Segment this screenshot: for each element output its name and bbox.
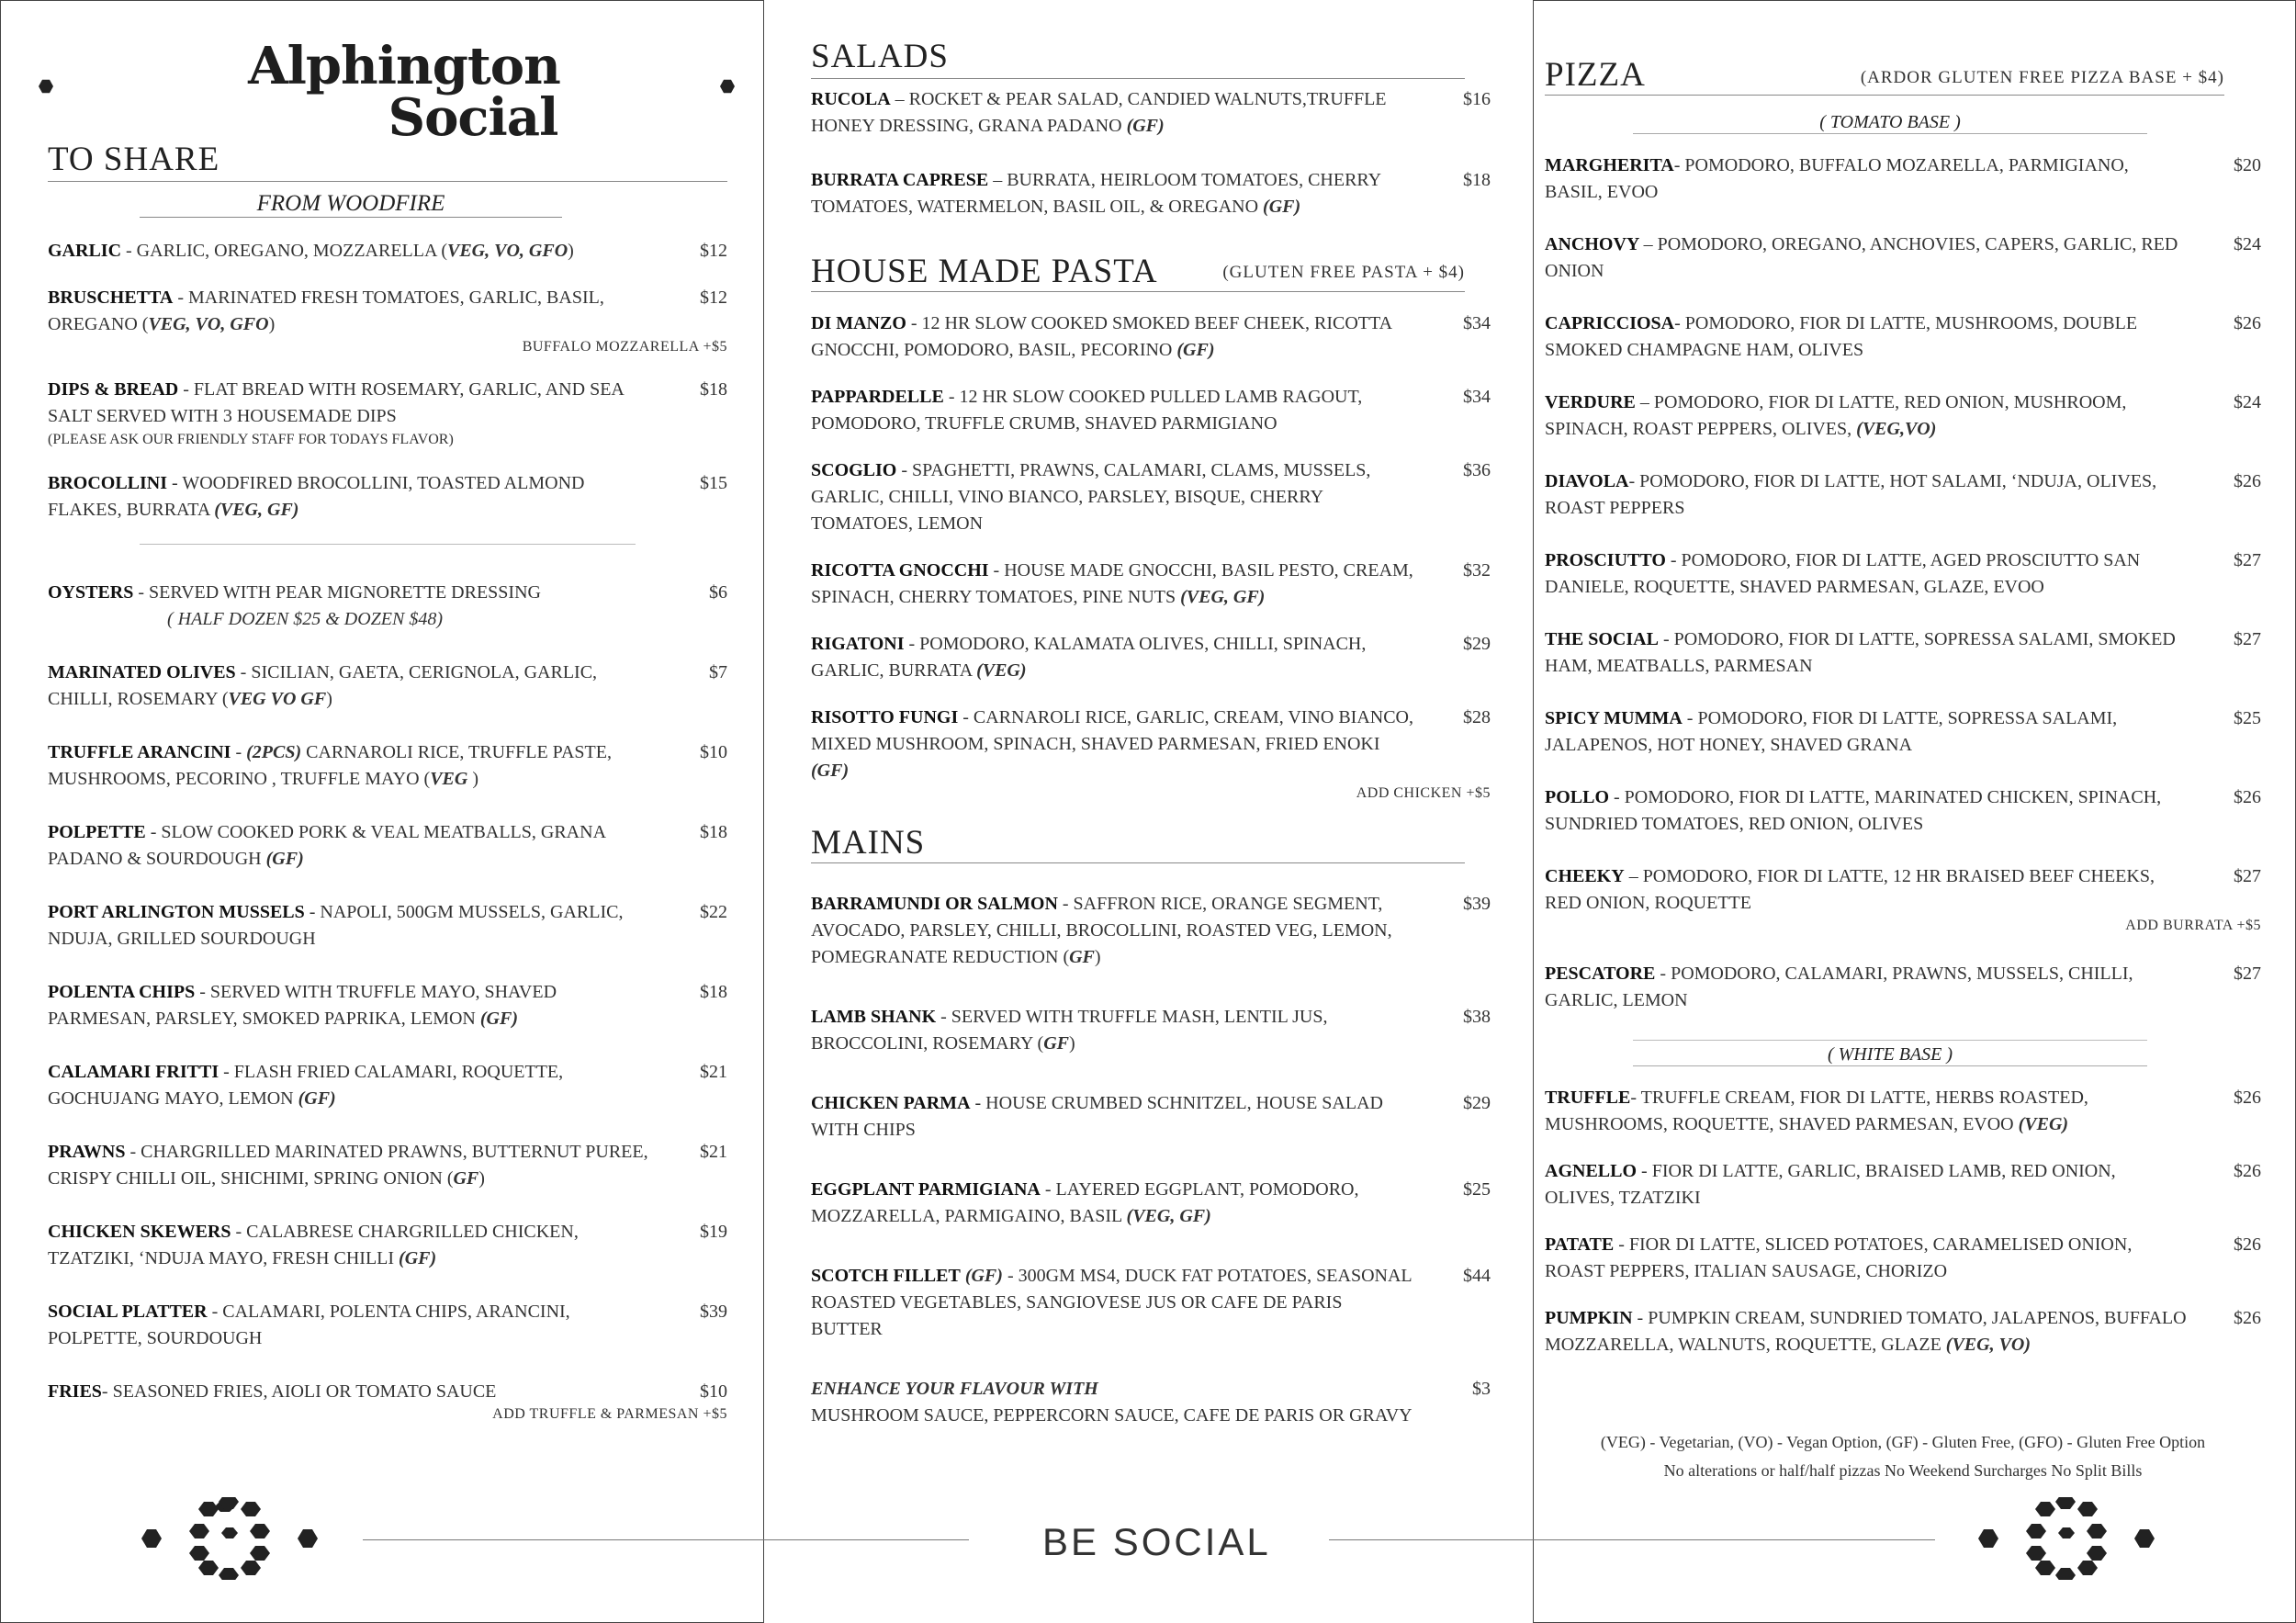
menu-item-price: $10 <box>700 1381 727 1402</box>
menu-item <box>1545 863 2261 935</box>
menu-item <box>48 377 727 450</box>
menu-item-tag: GF <box>1069 947 1095 967</box>
menu-item <box>811 457 1491 537</box>
menu-item-desc: - SPAGHETTI, PRAWNS, CALAMARI, CLAMS, MUSSELS, GARLIC, CHILLI, VINO BIANCO, PARSLEY, BISQUE, CHERRY TOMATOES, LEMON <box>811 460 1371 534</box>
menu-item-desc: ) <box>467 769 478 789</box>
section-divider <box>811 862 1465 863</box>
brand-line-2: Social <box>388 87 558 148</box>
menu-item <box>811 891 1491 971</box>
salads-list <box>811 86 1491 220</box>
menu-item-name: SCOGLIO <box>811 460 897 480</box>
brand-line-1: Alphington <box>248 36 560 96</box>
menu-item-price: $7 <box>709 662 727 682</box>
menu-item-desc: - WOODFIRED BROCOLLINI, TOASTED ALMOND FLAKES, BURRATA <box>48 473 585 520</box>
menu-item <box>811 1263 1491 1343</box>
menu-item <box>1545 961 2261 1014</box>
menu-item-desc: - POMODORO, CALAMARI, PRAWNS, MUSSELS, CHILLI, GARLIC, LEMON <box>1545 964 2133 1010</box>
menu-item <box>1545 310 2261 364</box>
menu-item-desc: - CALABRESE CHARGRILLED CHICKEN, TZATZIKI, ‘NDUJA MAYO, FRESH CHILLI <box>48 1222 579 1268</box>
menu-item-name: CALAMARI FRITTI <box>48 1062 219 1082</box>
menu-item-tag: (GF) <box>960 1266 1003 1286</box>
menu-item-price: $29 <box>1463 634 1491 654</box>
menu-item-name: RICOTTA GNOCCHI <box>811 560 989 580</box>
salads-heading: SALADS <box>811 38 949 75</box>
be-social-tagline: BE SOCIAL <box>1042 1520 1271 1563</box>
legend-line-2: No alterations or half/half pizzas No Weekend Surcharges No Split Bills <box>1663 1461 2143 1480</box>
menu-item-desc: - 12 HR SLOW COOKED SMOKED BEEF CHEEK, RICOTTA GNOCCHI, POMODORO, BASIL, PECORINO <box>811 313 1391 360</box>
menu-item-tag: (VEG, GF) <box>214 500 299 520</box>
menu-item-note: (PLEASE ASK OUR FRIENDLY STAFF FOR TODAYS FLAVOR) <box>48 432 454 447</box>
menu-item-desc: - HOUSE CRUMBED SCHNITZEL, HOUSE SALAD WITH CHIPS <box>811 1093 1383 1140</box>
woodfire-subheading: FROM WOODFIRE <box>140 191 562 218</box>
menu-item-addon: ADD CHICKEN +$5 <box>1356 785 1491 801</box>
menu-item <box>811 86 1491 140</box>
menu-item-desc: – ROCKET & PEAR SALAD, CANDIED WALNUTS,TRUFFLE HONEY DRESSING, GRANA PADANO <box>811 89 1387 136</box>
menu-item-desc: ) <box>1068 1033 1075 1054</box>
menu-item-desc: ) <box>1094 947 1101 967</box>
menu-item-name: DI MANZO <box>811 313 906 333</box>
pizza-gf-note: (ARDOR GLUTEN FREE PIZZA BASE + $4) <box>1860 68 2224 87</box>
menu-item-desc: - SAFFRON RICE, ORANGE SEGMENT, AVOCADO, PARSLEY, CHILLI, BROCOLLINI, ROASTED VEG, LEMON, POMEGRANATE REDUCTION ( <box>811 894 1392 967</box>
menu-item-price: $10 <box>700 742 727 762</box>
menu-item-addon: BUFFALO MOZZARELLA +$5 <box>522 339 727 355</box>
menu-item-name: AGNELLO <box>1545 1161 1638 1181</box>
menu-item-tag: VEG VO GF <box>228 689 327 709</box>
menu-item-name: LAMB SHANK <box>811 1007 937 1027</box>
hex-cluster-ornament-icon <box>1965 1497 2167 1580</box>
section-divider <box>1633 1040 2147 1041</box>
menu-item-desc: CARNAROLI RICE, TRUFFLE PASTE, MUSHROOMS, PECORINO , TRUFFLE MAYO ( <box>48 742 612 789</box>
menu-item-price: $32 <box>1463 560 1491 580</box>
menu-item-price: $27 <box>2234 866 2261 886</box>
menu-item-desc: - FIOR DI LATTE, GARLIC, BRAISED LAMB, RED ONION, OLIVES, TZATZIKI <box>1545 1161 2116 1208</box>
menu-item-desc: - TRUFFLE CREAM, FIOR DI LATTE, HERBS ROASTED, MUSHROOMS, ROQUETTE, SHAVED PARMESAN, EVOO <box>1545 1088 2088 1134</box>
menu-item-name: OYSTERS <box>48 582 134 603</box>
menu-item-name: SCOTCH FILLET <box>811 1266 961 1286</box>
menu-item <box>811 384 1491 437</box>
menu-item-tag: (GF) <box>298 1088 336 1109</box>
menu-item <box>48 659 727 713</box>
menu-item-price: $36 <box>1463 460 1491 480</box>
menu-item-addon: ADD BURRATA +$5 <box>2125 918 2261 933</box>
menu-item <box>811 310 1491 364</box>
menu-item <box>48 979 727 1032</box>
menu-item-name: DIAVOLA <box>1545 471 1629 491</box>
pasta-heading <box>811 252 1465 291</box>
menu-item-tag: (VEG) <box>976 660 1027 681</box>
menu-item-note: ( HALF DOZEN $25 & DOZEN $48) <box>167 609 444 629</box>
footer-divider <box>363 1539 969 1540</box>
menu-item-desc: - HOUSE MADE GNOCCHI, BASIL PESTO, CREAM, SPINACH, CHERRY TOMATOES, PINE NUTS <box>811 560 1413 607</box>
menu-item-tag: (VEG, GF) <box>1126 1206 1211 1226</box>
pizza-heading <box>1545 55 2224 95</box>
menu-item-name: THE SOCIAL <box>1545 629 1659 649</box>
menu-item-tag: (GF) <box>811 761 850 781</box>
menu-item-price: $44 <box>1463 1266 1491 1286</box>
menu-item-price: $38 <box>1463 1007 1491 1027</box>
menu-item-price: $15 <box>700 473 727 493</box>
menu-item-tag: VEG, VO, GFO <box>148 314 269 334</box>
menu-item-price: $26 <box>2234 1234 2261 1255</box>
menu-item <box>1545 468 2261 522</box>
menu-item-price: $29 <box>1463 1093 1491 1113</box>
menu-item-tag: VEG <box>430 769 468 789</box>
menu-item-price: $12 <box>700 287 727 308</box>
menu-item-name: RIGATONI <box>811 634 905 654</box>
menu-item-desc: - SICILIAN, GAETA, CERIGNOLA, GARLIC, CHILLI, ROSEMARY ( <box>48 662 598 709</box>
menu-item-tag: GF <box>1043 1033 1069 1054</box>
mains-heading: MAINS <box>811 824 926 862</box>
menu-item-name: RUCOLA <box>811 89 891 109</box>
section-divider <box>1545 95 2224 96</box>
menu-item-price: $27 <box>2234 550 2261 570</box>
menu-item-price: $26 <box>2234 471 2261 491</box>
menu-item-name: FRIES <box>48 1381 102 1402</box>
menu-item-name: CHICKEN PARMA <box>811 1093 971 1113</box>
menu-item-price: $26 <box>2234 313 2261 333</box>
menu-item-price: $18 <box>700 982 727 1002</box>
menu-item-desc: - POMODORO, FIOR DI LATTE, AGED PROSCIUTTO SAN DANIELE, ROQUETTE, SHAVED PARMESAN, GLAZE, EVOO <box>1545 550 2141 597</box>
menu-item-desc: - MARINATED FRESH TOMATOES, GARLIC, BASIL, OREGANO ( <box>48 287 604 334</box>
footer-divider <box>1329 1539 1935 1540</box>
menu-item-name: BARRAMUNDI OR SALMON <box>811 894 1058 914</box>
menu-item-name: MARGHERITA <box>1545 155 1674 175</box>
section-divider <box>48 181 727 182</box>
menu-item-name: PATATE <box>1545 1234 1615 1255</box>
menu-item-desc: - SERVED WITH TRUFFLE MASH, LENTIL JUS, BROCCOLINI, ROSEMARY ( <box>811 1007 1328 1054</box>
menu-item-price: $25 <box>1463 1179 1491 1200</box>
menu-item-price: $39 <box>700 1302 727 1322</box>
section-divider <box>811 78 1465 79</box>
menu-item <box>811 1177 1491 1230</box>
menu-item-name: SPICY MUMMA <box>1545 708 1683 728</box>
menu-item <box>48 1059 727 1112</box>
menu-item-tag: (GF) <box>1263 197 1301 217</box>
menu-item-name: CHICKEN SKEWERS <box>48 1222 231 1242</box>
menu-item <box>1545 1085 2261 1138</box>
menu-item-desc: ) <box>478 1168 485 1189</box>
menu-item <box>48 285 727 356</box>
menu-item-desc: – POMODORO, OREGANO, ANCHOVIES, CAPERS, GARLIC, RED ONION <box>1545 234 2178 281</box>
menu-item-price: $18 <box>1463 170 1491 190</box>
menu-item <box>48 1299 727 1352</box>
menu-item <box>48 580 727 633</box>
menu-item-price: $34 <box>1463 313 1491 333</box>
menu-item <box>811 1090 1491 1144</box>
menu-item-name: MARINATED OLIVES <box>48 662 236 682</box>
menu-item-name: POLPETTE <box>48 822 146 842</box>
menu-item-tag: (GF) <box>399 1248 437 1268</box>
menu-item-price: $12 <box>700 241 727 261</box>
menu-item-desc: - FLASH FRIED CALAMARI, ROQUETTE, GOCHUJANG MAYO, LEMON <box>48 1062 564 1109</box>
menu-item-tag: (VEG,VO) <box>1856 419 1937 439</box>
menu-item-price: $28 <box>1463 707 1491 727</box>
menu-item-price: $24 <box>2234 234 2261 254</box>
menu-item-price: $26 <box>2234 1088 2261 1108</box>
menu-item <box>48 1379 727 1424</box>
menu-item-desc: - 12 HR SLOW COOKED PULLED LAMB RAGOUT, POMODORO, TRUFFLE CRUMB, SHAVED PARMIGIANO <box>811 387 1363 434</box>
menu-item-desc: ) <box>268 314 276 334</box>
menu-item-tag: (GF) <box>479 1009 518 1029</box>
menu-item-desc: - SERVED WITH TRUFFLE MAYO, SHAVED PARMESAN, PARSLEY, SMOKED PAPRIKA, LEMON <box>48 982 557 1029</box>
section-divider <box>140 544 636 545</box>
menu-item <box>1545 547 2261 601</box>
to-share-heading: TO SHARE <box>48 141 220 178</box>
menu-item <box>1545 784 2261 838</box>
menu-item <box>48 819 727 873</box>
menu-item-desc: MUSHROOM SAUCE, PEPPERCORN SAUCE, CAFE DE PARIS OR GRAVY <box>811 1405 1412 1426</box>
menu-item-price: $25 <box>2234 708 2261 728</box>
menu-item-desc: – POMODORO, FIOR DI LATTE, RED ONION, MUSHROOM, SPINACH, ROAST PEPPERS, OLIVES, <box>1545 392 2127 439</box>
menu-item-desc: - CALAMARI, POLENTA CHIPS, ARANCINI, POLPETTE, SOURDOUGH <box>48 1302 570 1348</box>
woodfire-list <box>48 238 727 524</box>
share-list <box>48 580 727 1424</box>
menu-item <box>1545 152 2261 206</box>
menu-item-desc: – POMODORO, FIOR DI LATTE, 12 HR BRAISED BEEF CHEEKS, RED ONION, ROQUETTE <box>1545 866 2155 913</box>
middle-column <box>811 37 1491 1462</box>
menu-item-price: $27 <box>2234 964 2261 984</box>
menu-item-name: ENHANCE YOUR FLAVOUR WITH <box>811 1379 1098 1399</box>
menu-item-price: $39 <box>1463 894 1491 914</box>
menu-item-desc: - POMODORO, FIOR DI LATTE, MARINATED CHICKEN, SPINACH, SUNDRIED TOMATOES, RED ONION, OLIVES <box>1545 787 2162 834</box>
menu-item-price: $26 <box>2234 787 2261 807</box>
mains-list <box>811 891 1491 1429</box>
menu-item <box>811 167 1491 220</box>
menu-item-tag: VEG, VO, GFO <box>447 241 568 261</box>
white-pizza-list <box>1545 1085 2261 1358</box>
menu-item-desc: - FLAT BREAD WITH ROSEMARY, GARLIC, AND SEA SALT SERVED WITH 3 HOUSEMADE DIPS <box>48 379 624 426</box>
menu-item <box>1545 1305 2261 1358</box>
menu-item-name: BROCOLLINI <box>48 473 168 493</box>
menu-item-desc: – BURRATA, HEIRLOOM TOMATOES, CHERRY TOMATOES, WATERMELON, BASIL OIL, & OREGANO <box>811 170 1381 217</box>
tomato-base-label: ( TOMATO BASE ) <box>1633 112 2147 134</box>
menu-item-name: DIPS & BREAD <box>48 379 179 400</box>
pasta-gf-note: (GLUTEN FREE PASTA + $4) <box>1222 263 1465 282</box>
menu-item-price: $3 <box>1472 1379 1491 1399</box>
menu-item-desc: - SLOW COOKED PORK & VEAL MEATBALLS, GRANA PADANO & SOURDOUGH <box>48 822 605 869</box>
menu-item-name: BURRATA CAPRESE <box>811 170 989 190</box>
menu-item-price: $26 <box>2234 1161 2261 1181</box>
menu-item-price: $34 <box>1463 387 1491 407</box>
menu-item-name: PAPPARDELLE <box>811 387 944 407</box>
menu-item-name: POLENTA CHIPS <box>48 982 196 1002</box>
menu-item <box>1545 231 2261 285</box>
menu-item-name: POLLO <box>1545 787 1610 807</box>
menu-item-price: $6 <box>709 582 727 603</box>
menu-item-desc: - GARLIC, OREGANO, MOZZARELLA ( <box>121 241 447 261</box>
legend-line-1: (VEG) - Vegetarian, (VO) - Vegan Option, (GF) - Gluten Free, (GFO) - Gluten Free Option <box>1600 1433 2206 1451</box>
menu-item-desc: - NAPOLI, 500GM MUSSELS, GARLIC, NDUJA, GRILLED SOURDOUGH <box>48 902 624 949</box>
menu-item <box>811 631 1491 684</box>
tomato-pizza-list <box>1545 152 2261 1014</box>
menu-item-tag: (GF) <box>265 849 304 869</box>
menu-item <box>48 739 727 793</box>
menu-item-price: $19 <box>700 1222 727 1242</box>
menu-item-desc: - POMODORO, FIOR DI LATTE, MUSHROOMS, DOUBLE SMOKED CHAMPAGNE HAM, OLIVES <box>1545 313 2138 360</box>
menu-item <box>48 238 727 265</box>
pasta-list <box>811 310 1491 803</box>
menu-item-price: $18 <box>700 379 727 400</box>
menu-item-desc: - PUMPKIN CREAM, SUNDRIED TOMATO, JALAPENOS, BUFFALO MOZZARELLA, WALNUTS, ROQUETTE, GLAZE <box>1545 1308 2187 1355</box>
menu-item-tag: (VEG, VO) <box>1945 1335 2032 1355</box>
menu-item-desc: - CARNAROLI RICE, GARLIC, CREAM, VINO BIANCO, MIXED MUSHROOM, SPINACH, SHAVED PARMESAN, FRIED ENOKI <box>811 707 1413 754</box>
menu-item-name: PROSCIUTTO <box>1545 550 1666 570</box>
menu-item-tag: (VEG) <box>2018 1114 2069 1134</box>
menu-item-name: CHEEKY <box>1545 866 1625 886</box>
white-base-label: ( WHITE BASE ) <box>1633 1044 2147 1066</box>
menu-item-desc: - 300GM MS4, DUCK FAT POTATOES, SEASONAL ROASTED VEGETABLES, SANGIOVESE JUS OR CAFE DE PARIS BUTTER <box>811 1266 1412 1339</box>
menu-item <box>1545 389 2261 443</box>
menu-item <box>48 1139 727 1192</box>
menu-item-desc: - FIOR DI LATTE, SLICED POTATOES, CARAMELISED ONION, ROAST PEPPERS, ITALIAN SAUSAGE, CHORIZO <box>1545 1234 2133 1281</box>
menu-item-name: PORT ARLINGTON MUSSELS <box>48 902 305 922</box>
menu-item-name: SOCIAL PLATTER <box>48 1302 208 1322</box>
menu-item-desc: - <box>231 742 247 762</box>
menu-item <box>811 1376 1491 1429</box>
menu-item-name: PRAWNS <box>48 1142 126 1162</box>
pasta-title: HOUSE MADE PASTA <box>811 253 1158 290</box>
menu-item-desc: - LAYERED EGGPLANT, POMODORO, MOZZARELLA, PARMIGAINO, BASIL <box>811 1179 1359 1226</box>
menu-item <box>48 1219 727 1272</box>
menu-item-name: TRUFFLE <box>1545 1088 1631 1108</box>
to-share-column <box>48 37 727 1450</box>
hex-cluster-ornament-icon <box>129 1497 331 1580</box>
menu-item-price: $26 <box>2234 1308 2261 1328</box>
menu-item-name: RISOTTO FUNGI <box>811 707 959 727</box>
menu-item <box>1545 1158 2261 1212</box>
menu-item-tag: (GF) <box>1126 116 1165 136</box>
menu-item-desc: - POMODORO, FIOR DI LATTE, HOT SALAMI, ‘NDUJA, OLIVES, ROAST PEPPERS <box>1545 471 2157 518</box>
menu-item-name: VERDURE <box>1545 392 1636 412</box>
menu-item-desc: - CHARGRILLED MARINATED PRAWNS, BUTTERNUT PUREE, CRISPY CHILLI OIL, SHICHIMI, SPRING ONION ( <box>48 1142 648 1189</box>
menu-item-name: PESCATORE <box>1545 964 1660 984</box>
menu-item-tag: (2PCS) <box>246 742 302 762</box>
pizza-title: PIZZA <box>1545 56 1646 94</box>
menu-item-tag: (GF) <box>1176 340 1215 360</box>
menu-item <box>1545 626 2261 680</box>
menu-item-desc: ) <box>568 241 574 261</box>
menu-item-price: $22 <box>700 902 727 922</box>
menu-item <box>48 470 727 524</box>
menu-item-desc: ) <box>326 689 332 709</box>
menu-item <box>811 704 1491 803</box>
menu-item-name: BRUSCHETTA <box>48 287 174 308</box>
menu-item-tag: GF <box>453 1168 479 1189</box>
pizza-column <box>1545 55 2261 1379</box>
menu-item-price: $27 <box>2234 629 2261 649</box>
menu-item-name: PUMPKIN <box>1545 1308 1633 1328</box>
menu-item-desc: - SEASONED FRIES, AIOLI OR TOMATO SAUCE <box>101 1381 497 1402</box>
menu-item <box>811 558 1491 611</box>
section-divider <box>811 291 1465 292</box>
menu-item-desc: - SERVED WITH PEAR MIGNORETTE DRESSING <box>133 582 541 603</box>
menu-item-addon: ADD TRUFFLE & PARMESAN +$5 <box>492 1406 727 1422</box>
menu-item <box>811 1004 1491 1057</box>
menu-item-price: $21 <box>700 1062 727 1082</box>
menu-item-tag: (VEG, GF) <box>1180 587 1266 607</box>
dietary-legend <box>1545 1433 2261 1481</box>
menu-item-desc: - POMODORO, FIOR DI LATTE, SOPRESSA SALAMI, SMOKED HAM, MEATBALLS, PARMESAN <box>1545 629 2176 676</box>
menu-item-name: TRUFFLE ARANCINI <box>48 742 231 762</box>
menu-item-price: $18 <box>700 822 727 842</box>
menu-item-desc: - POMODORO, KALAMATA OLIVES, CHILLI, SPINACH, GARLIC, BURRATA <box>811 634 1367 681</box>
menu-item-name: ANCHOVY <box>1545 234 1644 254</box>
menu-item <box>48 899 727 952</box>
menu-item <box>1545 1232 2261 1285</box>
menu-item-price: $24 <box>2234 392 2261 412</box>
menu-item-name: GARLIC <box>48 241 122 261</box>
menu-item-price: $21 <box>700 1142 727 1162</box>
menu-item-name: CAPRICCIOSA <box>1545 313 1675 333</box>
menu-item-desc: - POMODORO, BUFFALO MOZARELLA, PARMIGIANO, BASIL, EVOO <box>1545 155 2129 202</box>
menu-item-name: EGGPLANT PARMIGIANA <box>811 1179 1041 1200</box>
menu-item-price: $20 <box>2234 155 2261 175</box>
menu-item-price: $16 <box>1463 89 1491 109</box>
menu-item <box>1545 705 2261 759</box>
menu-item-desc: - POMODORO, FIOR DI LATTE, SOPRESSA SALAMI, JALAPENOS, HOT HONEY, SHAVED GRANA <box>1545 708 2118 755</box>
